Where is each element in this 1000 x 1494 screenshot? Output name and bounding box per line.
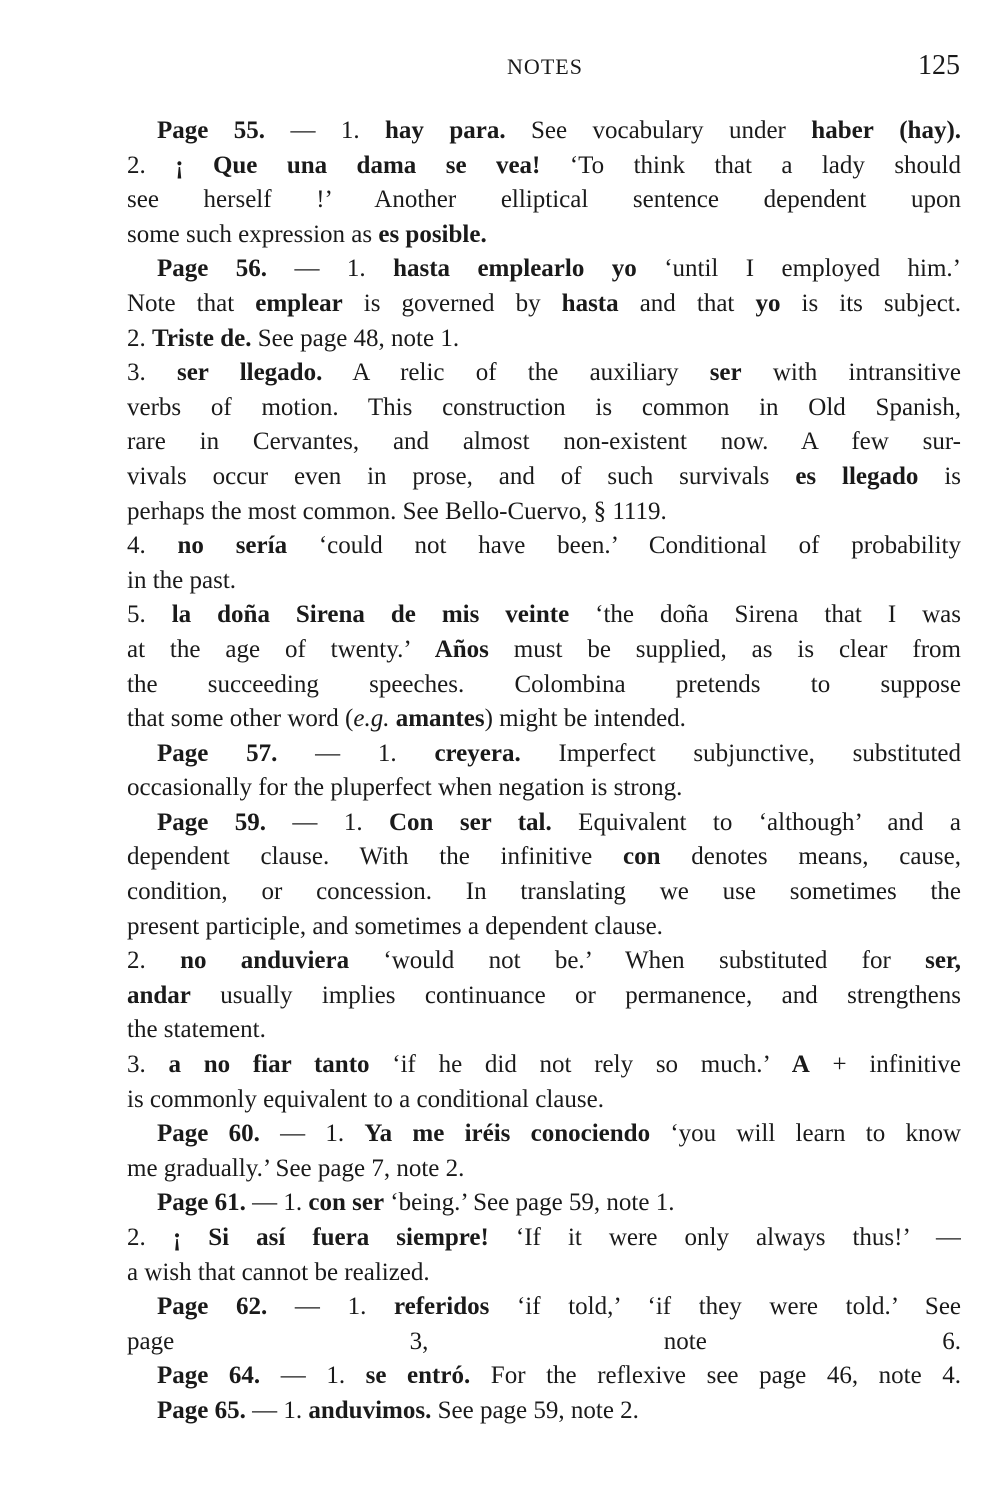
text: page 3, note 6. bbox=[127, 1327, 961, 1355]
headword: emplear bbox=[255, 289, 343, 317]
text: me gradually.’ See page 7, note 2. bbox=[127, 1154, 465, 1182]
text: Equivalent to ‘although’ and a bbox=[551, 808, 961, 836]
headword: Ya me iréis conociendo bbox=[364, 1120, 651, 1148]
text: ‘could not have been.’ Conditional of probability bbox=[287, 532, 961, 560]
text: A relic of the auxiliary bbox=[322, 359, 710, 387]
headword: Page 60. bbox=[157, 1120, 260, 1148]
text-line bbox=[127, 910, 961, 945]
text: See page 48, note 1. bbox=[251, 324, 460, 352]
text bbox=[874, 117, 899, 144]
text: present participle, and sometimes a dependent clause. bbox=[127, 912, 663, 940]
text-line bbox=[127, 1117, 961, 1152]
text: — 1. bbox=[245, 1189, 309, 1217]
text: ‘If it were only always thus!’ — bbox=[488, 1224, 961, 1251]
page-note-entry bbox=[127, 806, 961, 944]
headword: Page 57. bbox=[157, 739, 278, 767]
headword: Page 61. bbox=[157, 1189, 246, 1217]
headword: ser bbox=[709, 359, 742, 387]
text: See vocabulary under bbox=[505, 117, 812, 144]
headword: a no fiar tanto bbox=[168, 1051, 370, 1079]
text: Imperfect subjunctive, substituted bbox=[520, 739, 961, 767]
text-line bbox=[127, 114, 961, 149]
text: denotes means, cause, bbox=[660, 843, 961, 871]
sub-note-entry bbox=[127, 944, 961, 1048]
text-line bbox=[127, 1359, 961, 1394]
headword: A bbox=[791, 1051, 810, 1079]
text: — 1. bbox=[265, 117, 386, 144]
text-line bbox=[127, 564, 961, 599]
sub-note-entry bbox=[127, 149, 961, 253]
text: 2. bbox=[127, 947, 181, 975]
text-line bbox=[127, 287, 961, 322]
text: condition, or concession. In translating we use sometimes the bbox=[127, 878, 961, 906]
text: 2. bbox=[127, 151, 176, 179]
text: is governed by bbox=[342, 289, 562, 317]
text: — 1. bbox=[267, 1293, 394, 1321]
text: some such expression as bbox=[127, 220, 379, 248]
text-line bbox=[127, 1186, 961, 1221]
text: must be supplied, as is clear from bbox=[488, 635, 961, 663]
text: ‘until I employed him.’ bbox=[636, 255, 961, 283]
text-line bbox=[127, 149, 961, 184]
text: a wish that cannot be realized. bbox=[127, 1258, 430, 1286]
text-line bbox=[127, 1083, 961, 1118]
headword: Page 62. bbox=[157, 1293, 268, 1321]
headword: la doña Sirena de mis veinte bbox=[171, 601, 570, 629]
text-line bbox=[127, 1221, 961, 1256]
text: ) might be intended. bbox=[484, 705, 686, 733]
text: and that bbox=[618, 289, 756, 317]
text-line bbox=[127, 1290, 961, 1325]
text-line bbox=[127, 840, 961, 875]
page-note-entry bbox=[127, 1359, 961, 1394]
page-note-entry bbox=[127, 252, 961, 321]
headword: haber bbox=[811, 117, 874, 144]
headword: Page 56. bbox=[157, 255, 268, 283]
text: — 1. bbox=[259, 1120, 365, 1148]
text-line bbox=[127, 1325, 961, 1360]
page-note-entry bbox=[127, 1186, 961, 1221]
text: rare in Cervantes, and almost non-existent now. A few sur- bbox=[127, 428, 961, 456]
text: 4. bbox=[127, 532, 178, 560]
text: perhaps the most common. See Bello-Cuervo, § 1119. bbox=[127, 497, 667, 525]
text-line bbox=[127, 806, 961, 841]
headword: hay para. bbox=[385, 117, 506, 144]
headword: no anduviera bbox=[180, 947, 350, 975]
headword: ser llegado. bbox=[176, 359, 323, 387]
text: + infinitive bbox=[809, 1051, 961, 1079]
text: the statement. bbox=[127, 1016, 266, 1044]
italic-text: e.g. bbox=[353, 705, 390, 733]
text: ‘the doña Sirena that I was bbox=[569, 601, 961, 629]
text: at the age of twenty.’ bbox=[127, 635, 435, 663]
text: dependent clause. With the infinitive bbox=[127, 843, 623, 871]
text: with intransitive bbox=[741, 359, 961, 387]
headword: Triste de. bbox=[152, 324, 252, 352]
page-note-entry bbox=[127, 1290, 961, 1359]
text: see herself !’ Another elliptical sentence dependent upon bbox=[127, 186, 961, 214]
text: 3. bbox=[127, 1051, 169, 1079]
headword: Con ser tal. bbox=[389, 808, 552, 836]
text: in the past. bbox=[127, 566, 237, 594]
text-line bbox=[127, 1048, 961, 1083]
headword: hasta emplearlo yo bbox=[393, 255, 637, 283]
sub-note-entry bbox=[127, 1221, 961, 1290]
headword: con ser bbox=[308, 1189, 385, 1217]
text: is commonly equivalent to a conditional clause. bbox=[127, 1085, 604, 1113]
text: is bbox=[918, 462, 961, 490]
headword: Page 59. bbox=[157, 808, 267, 836]
headword: se entró. bbox=[365, 1362, 471, 1390]
page-note-entry bbox=[127, 114, 961, 149]
text-line bbox=[127, 1256, 961, 1291]
text-line bbox=[127, 737, 961, 772]
text: that some other word ( bbox=[127, 705, 354, 733]
headword: no sería bbox=[177, 532, 288, 560]
text-line bbox=[127, 183, 961, 218]
text-line bbox=[127, 944, 961, 979]
text-line bbox=[127, 1013, 961, 1048]
text: ‘would not be.’ When substituted for bbox=[349, 947, 926, 975]
text-line bbox=[127, 252, 961, 287]
headword: Page 55. bbox=[157, 117, 266, 144]
text: the succeeding speeches. Colombina pretends to suppose bbox=[127, 670, 961, 698]
text: usually implies continuance or permanence, and strengthens bbox=[190, 981, 961, 1009]
text: ‘To think that a lady should bbox=[540, 151, 961, 179]
headword: ser, bbox=[925, 947, 961, 975]
running-header: NOTES bbox=[507, 54, 583, 79]
text: 2. bbox=[127, 1224, 173, 1251]
sub-note-entry bbox=[127, 356, 961, 529]
text: verbs of motion. This construction is common in Old Spanish, bbox=[127, 393, 961, 421]
headword: (hay). bbox=[899, 117, 961, 144]
text-line bbox=[127, 495, 961, 530]
headword: Page 65. bbox=[157, 1396, 246, 1424]
text-line bbox=[127, 1152, 961, 1187]
text: See page 59, note 2. bbox=[431, 1396, 639, 1424]
headword: ¡ Que una dama se vea! bbox=[175, 151, 541, 179]
text: For the reflexive see page 46, note 4. bbox=[470, 1362, 961, 1390]
text-line bbox=[127, 598, 961, 633]
text: 2. bbox=[127, 324, 152, 352]
sub-note-entry bbox=[127, 322, 961, 357]
headword: es posible. bbox=[378, 220, 487, 248]
page-note-entry bbox=[127, 737, 961, 806]
text: 5. bbox=[127, 601, 172, 629]
notes-body bbox=[127, 114, 961, 1429]
text-line bbox=[127, 425, 961, 460]
text: ‘you will learn to know bbox=[650, 1120, 961, 1148]
text-line bbox=[127, 460, 961, 495]
sub-note-entry bbox=[127, 598, 961, 736]
text: occasionally for the pluperfect when negation is strong. bbox=[127, 774, 683, 802]
text-line bbox=[127, 771, 961, 806]
headword: anduvimos. bbox=[308, 1396, 432, 1424]
page-note-entry bbox=[127, 1394, 961, 1429]
text: — 1. bbox=[260, 1362, 366, 1390]
headword: Años bbox=[434, 635, 489, 663]
text-line bbox=[127, 218, 961, 253]
text: — 1. bbox=[267, 255, 394, 283]
text: Note that bbox=[127, 289, 256, 317]
text-line bbox=[127, 702, 961, 737]
text-line bbox=[127, 322, 961, 357]
sub-note-entry bbox=[127, 529, 961, 598]
text-line bbox=[127, 1394, 961, 1429]
headword: ¡ Si así fuera siempre! bbox=[172, 1224, 489, 1251]
text-line bbox=[127, 875, 961, 910]
text-line bbox=[127, 668, 961, 703]
text: ‘being.’ See page 59, note 1. bbox=[384, 1189, 675, 1217]
text: — 1. bbox=[266, 808, 389, 836]
text-line bbox=[127, 529, 961, 564]
text: ‘if told,’ ‘if they were told.’ See bbox=[489, 1293, 961, 1321]
sub-note-entry bbox=[127, 1048, 961, 1117]
headword: andar bbox=[127, 981, 191, 1009]
headword: amantes bbox=[395, 705, 485, 733]
text: is its subject. bbox=[780, 289, 961, 317]
headword: es llegado bbox=[795, 462, 919, 490]
text: — 1. bbox=[245, 1396, 309, 1424]
text: — 1. bbox=[277, 739, 435, 767]
text: 3. bbox=[127, 359, 177, 387]
text: vivals occur even in prose, and of such survivals bbox=[127, 462, 796, 490]
headword: creyera. bbox=[434, 739, 521, 767]
headword: hasta bbox=[561, 289, 619, 317]
text-line bbox=[127, 356, 961, 391]
text-line bbox=[127, 391, 961, 426]
headword: referidos bbox=[393, 1293, 490, 1321]
text-line bbox=[127, 979, 961, 1014]
text: ‘if he did not rely so much.’ bbox=[369, 1051, 792, 1079]
headword: con bbox=[622, 843, 661, 871]
page-number: 125 bbox=[918, 50, 960, 81]
headword: Page 64. bbox=[157, 1362, 261, 1390]
headword: yo bbox=[755, 289, 781, 317]
page-note-entry bbox=[127, 1117, 961, 1186]
text-line bbox=[127, 633, 961, 668]
